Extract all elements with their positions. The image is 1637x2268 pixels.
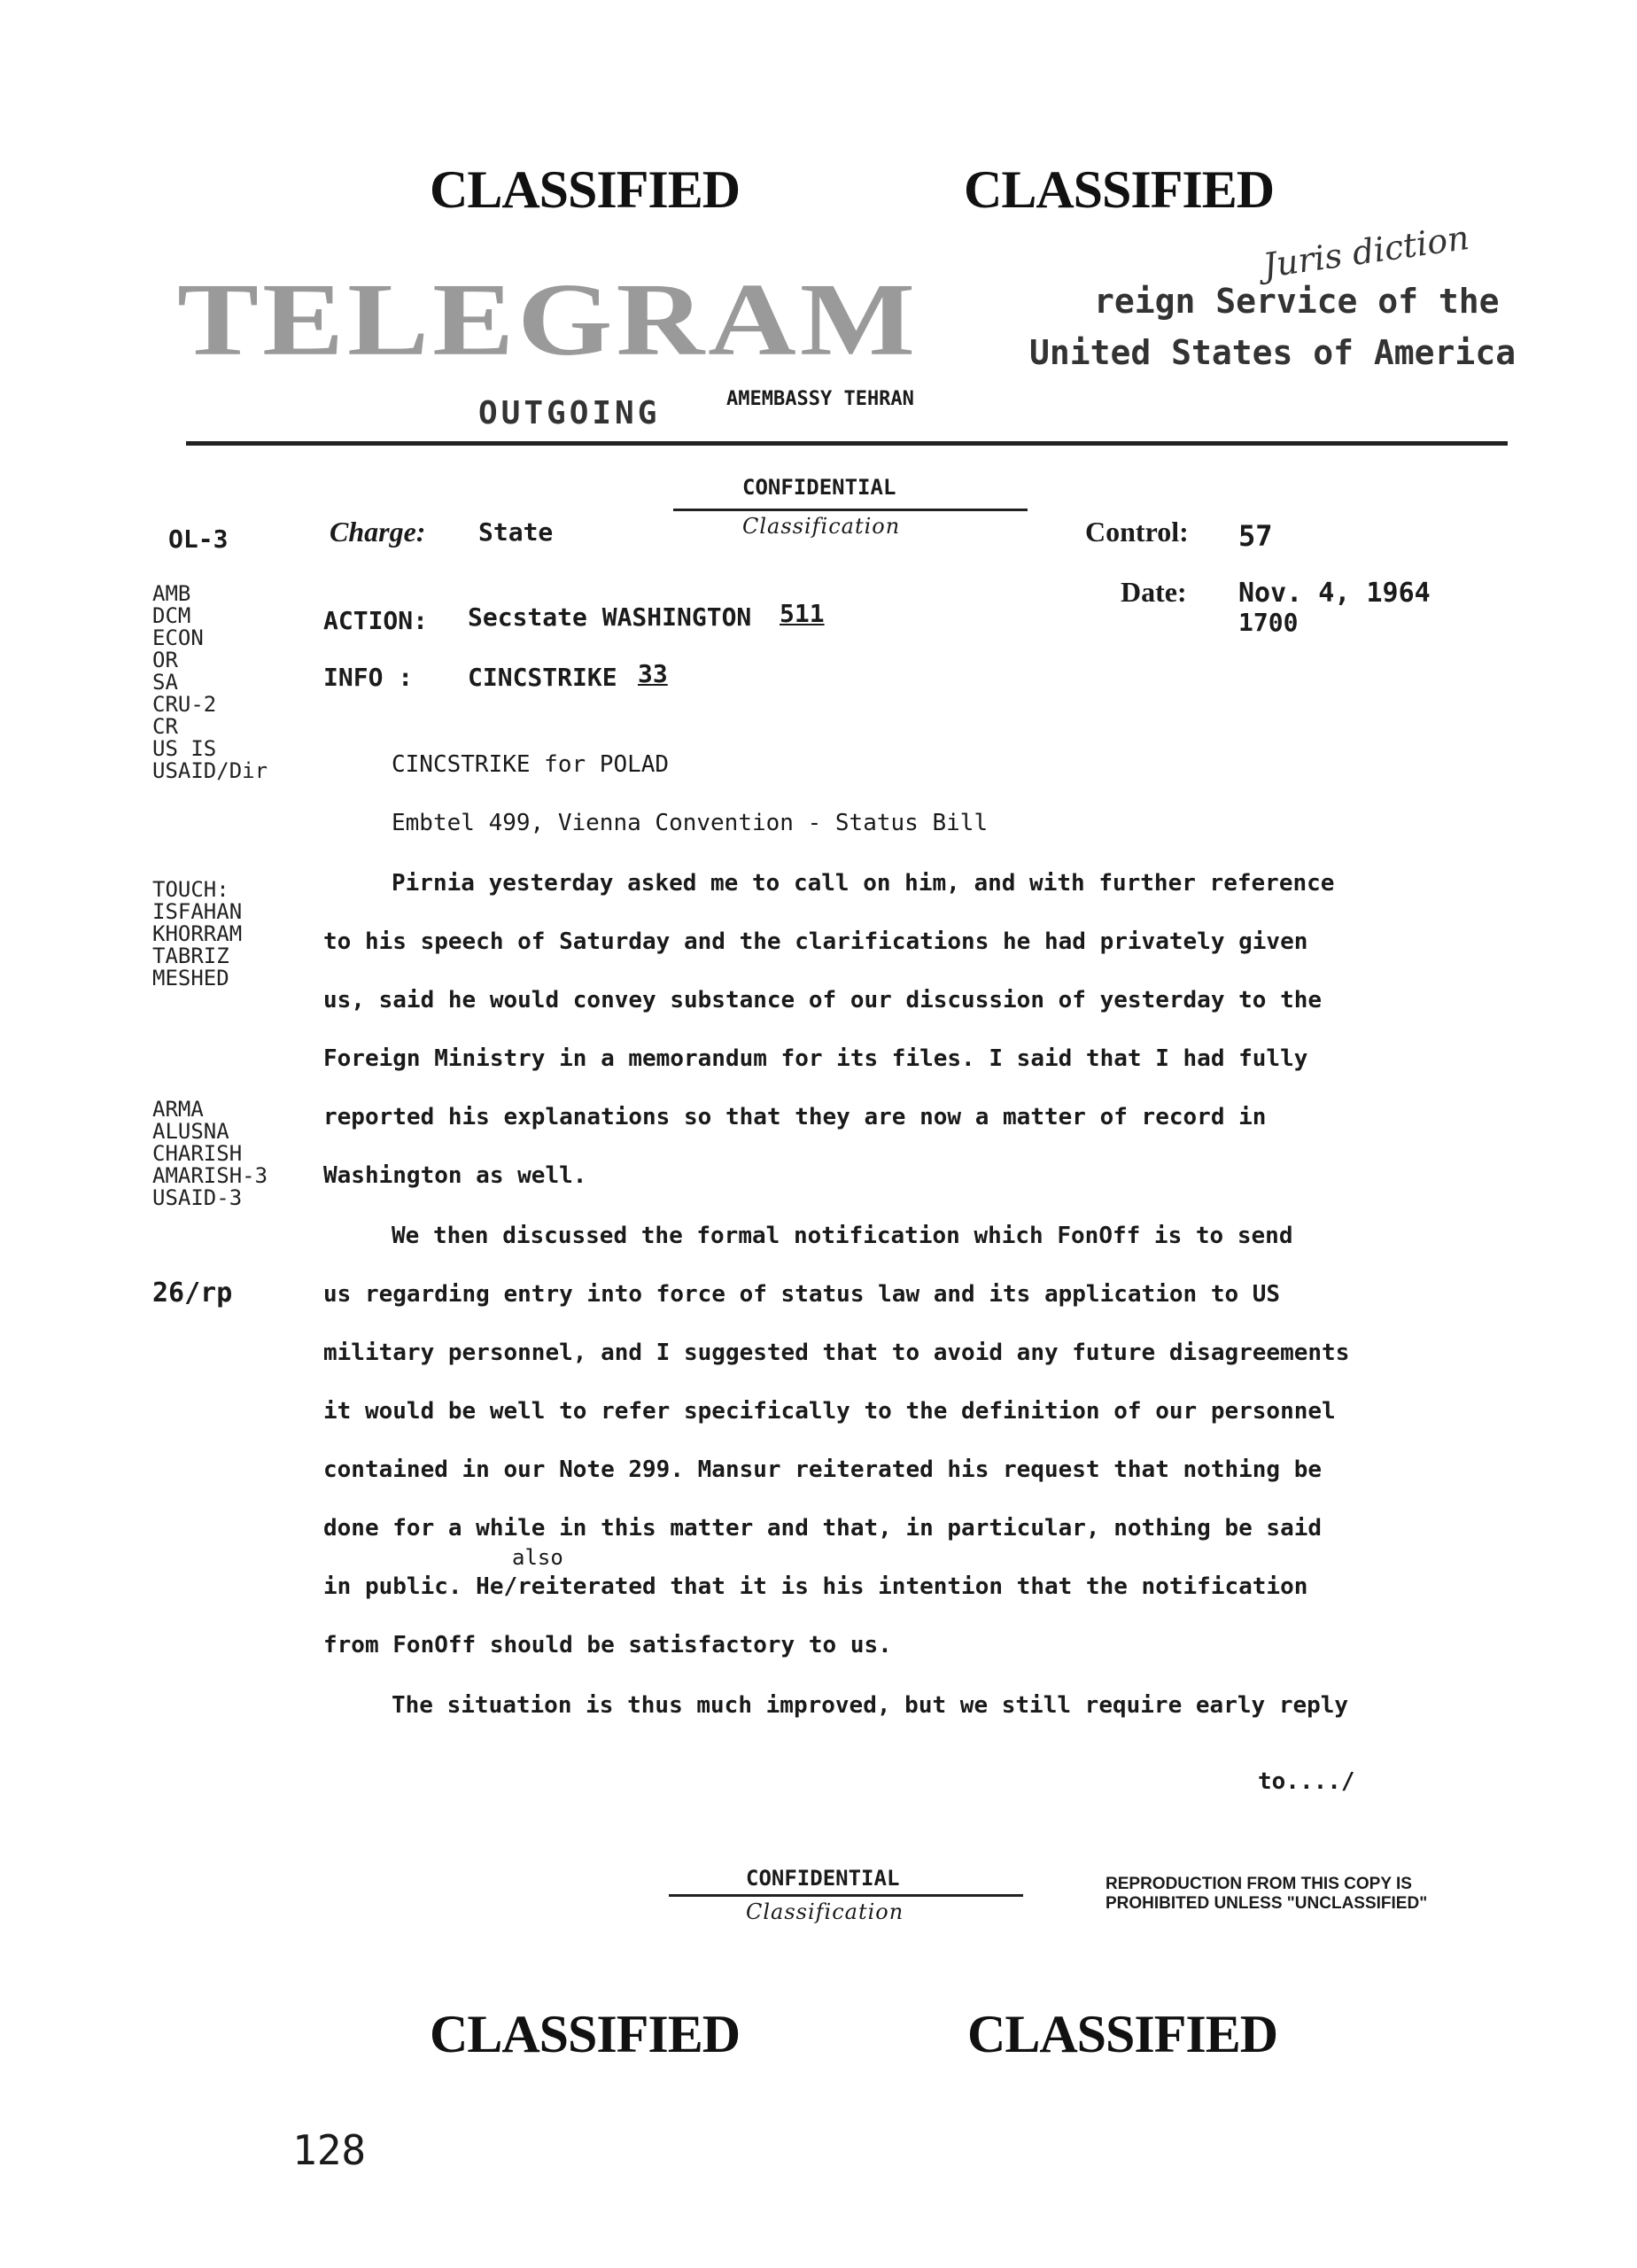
classification-rule-top (673, 509, 1028, 511)
dist-item: TABRIZ (152, 944, 229, 968)
p2-line-4: it would be well to refer specifically to the definition of our personnel (323, 1398, 1336, 1425)
reproduction-notice-line-2: PROHIBITED UNLESS "UNCLASSIFIED" (1106, 1894, 1428, 1913)
classified-stamp-bottom-right: CLASSIFIED (967, 2005, 1278, 2063)
dist-item: CHARISH (152, 1141, 243, 1166)
p2-line-1: We then discussed the formal notification which FonOff is to send (392, 1223, 1293, 1249)
control-label: Control: (1085, 516, 1189, 548)
dist-item: SA (152, 670, 178, 695)
action-number: 511 (780, 599, 825, 628)
reproduction-notice-line-1: REPRODUCTION FROM THIS COPY IS (1106, 1875, 1412, 1893)
p3-line-1: The situation is thus much improved, but we still require early reply (392, 1692, 1349, 1719)
reproduction-notice (1106, 1875, 1427, 1914)
action-value: Secstate WASHINGTON (468, 602, 752, 632)
continuation-marker: to..../ (1258, 1768, 1355, 1795)
dist-item: KHORRAM (152, 921, 243, 946)
classified-stamp-bottom-left: CLASSIFIED (430, 2005, 741, 2063)
classified-stamp-top-left: CLASSIFIED (430, 160, 741, 219)
date-value: Nov. 4, 1964 (1238, 578, 1431, 609)
p1-line-1: Pirnia yesterday asked me to call on him, and with further reference (392, 870, 1335, 897)
info-label: INFO : (323, 663, 414, 692)
dist-item: USAID/Dir (152, 758, 268, 783)
classification-bottom: CONFIDENTIAL (746, 1866, 900, 1891)
dist-item: CRU-2 (152, 692, 217, 717)
classified-stamp-top-right: CLASSIFIED (964, 160, 1275, 219)
p1-line-3: us, said he would convey substance of our discussion of yesterday to the (323, 987, 1323, 1014)
control-value: 57 (1238, 519, 1273, 553)
p2-line-7: in public. He/reiterated that it is his intention that the notification (323, 1573, 1308, 1600)
action-label: ACTION: (323, 606, 429, 635)
cincstrike-line: CINCSTRIKE for POLAD (392, 751, 670, 778)
telegram-masthead: TELEGRAM (177, 261, 919, 377)
dist-item: USAID-3 (152, 1185, 243, 1210)
reference-line: Embtel 499, Vienna Convention - Status Bill (392, 810, 989, 836)
dist-item: AMB (152, 581, 191, 606)
distribution-group-2 (152, 879, 242, 990)
p2-line-5: contained in our Note 299. Mansur reiterated his request that nothing be (323, 1456, 1323, 1483)
p1-line-5: reported his explanations so that they are now a matter of record in (323, 1104, 1267, 1130)
direction-label: OUTGOING (478, 395, 661, 431)
info-value: CINCSTRIKE (468, 663, 617, 692)
p2-line-8: from FonOff should be satisfactory to us. (323, 1632, 892, 1658)
charge-value: State (478, 517, 554, 547)
page-number: 128 (292, 2126, 367, 2174)
charge-label: Charge: (330, 516, 426, 548)
post-label: AMEMBASSY TEHRAN (726, 388, 914, 410)
handwritten-annotation: Juris diction (1261, 217, 1472, 286)
p1-line-4: Foreign Ministry in a memorandum for its files. I said that I had fully (323, 1045, 1308, 1072)
date-label: Date: (1121, 576, 1187, 608)
service-line-1: reign Service of the (1094, 282, 1500, 321)
dist-item: OR (152, 648, 178, 672)
service-line-2: United States of America (1029, 333, 1517, 372)
ref-code: OL-3 (168, 524, 229, 554)
info-number: 33 (638, 659, 668, 688)
classification-caption-top: Classification (742, 514, 901, 539)
p2-line-3: military personnel, and I suggested that to avoid any future disagreements (323, 1340, 1350, 1366)
dist-item: ALUSNA (152, 1119, 229, 1144)
dist-item: MESHED (152, 966, 229, 990)
insertion-also: also (512, 1545, 563, 1570)
dist-item: ECON (152, 625, 204, 650)
dist-item: ARMA (152, 1097, 204, 1122)
p2-line-2: us regarding entry into force of status law and its application to US (323, 1281, 1281, 1308)
masthead-rule (186, 441, 1508, 446)
classification-caption-bottom: Classification (746, 1899, 904, 1924)
dist-item: US IS (152, 736, 217, 761)
distribution-group-1 (152, 583, 268, 782)
dist-item: AMARISH-3 (152, 1163, 268, 1188)
time-value: 1700 (1238, 608, 1299, 637)
p1-line-6: Washington as well. (323, 1162, 587, 1189)
p2-line-6: done for a while in this matter and that, in particular, nothing be said (323, 1515, 1323, 1542)
classification-top: CONFIDENTIAL (742, 475, 896, 500)
classification-rule-bottom (669, 1894, 1023, 1897)
p1-line-2: to his speech of Saturday and the clarifications he had privately given (323, 928, 1308, 955)
dist-item: ISFAHAN (152, 899, 243, 924)
dist-item: CR (152, 714, 178, 739)
distribution-group-3 (152, 1099, 268, 1209)
dist-item: TOUCH: (152, 877, 229, 902)
dist-item: DCM (152, 603, 191, 628)
typist-initials: 26/rp (152, 1278, 233, 1309)
